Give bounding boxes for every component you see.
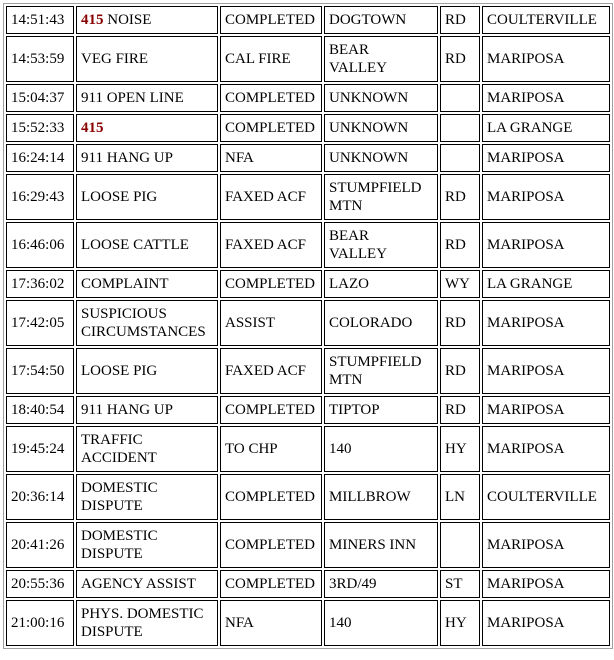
call-type-line: DISPUTE bbox=[81, 546, 143, 562]
street-suffix: ST bbox=[445, 576, 463, 592]
disposition: TO CHP bbox=[225, 441, 278, 457]
call-type-line: TRAFFIC bbox=[81, 432, 143, 448]
street-suffix-cell bbox=[440, 84, 480, 112]
type-cell bbox=[76, 36, 218, 82]
street-suffix: LN bbox=[445, 489, 465, 505]
city: MARIPOSA bbox=[487, 615, 565, 631]
table-row bbox=[6, 114, 610, 142]
disposition: FAXED ACF bbox=[225, 363, 306, 379]
call-time: 20:36:14 bbox=[11, 489, 65, 505]
city: MARIPOSA bbox=[487, 51, 565, 67]
table-row bbox=[6, 300, 610, 346]
type-cell bbox=[76, 270, 218, 298]
street-suffix: RD bbox=[445, 12, 466, 28]
street-line: 140 bbox=[329, 441, 352, 457]
street-line: LAZO bbox=[329, 276, 369, 292]
disposition: COMPLETED bbox=[225, 90, 315, 106]
street-suffix: HY bbox=[445, 441, 467, 457]
street-line: VALLEY bbox=[329, 246, 388, 262]
city: MARIPOSA bbox=[487, 576, 565, 592]
disposition-cell bbox=[220, 270, 322, 298]
street-line: MTN bbox=[329, 372, 363, 388]
type-cell bbox=[76, 6, 218, 34]
call-time: 20:55:36 bbox=[11, 576, 65, 592]
city: LA GRANGE bbox=[487, 276, 573, 292]
table-row bbox=[6, 474, 610, 520]
disposition: COMPLETED bbox=[225, 12, 315, 28]
street-line: DOGTOWN bbox=[329, 12, 407, 28]
street-cell bbox=[324, 222, 438, 268]
street-line: STUMPFIELD bbox=[329, 354, 422, 370]
street-suffix-cell bbox=[440, 426, 480, 472]
city: COULTERVILLE bbox=[487, 489, 597, 505]
type-cell bbox=[76, 570, 218, 598]
call-time: 18:40:54 bbox=[11, 402, 65, 418]
street-suffix-cell bbox=[440, 222, 480, 268]
table-row bbox=[6, 6, 610, 34]
type-cell bbox=[76, 174, 218, 220]
street-line: TIPTOP bbox=[329, 402, 380, 418]
call-code: 415 bbox=[81, 120, 104, 136]
city: COULTERVILLE bbox=[487, 12, 597, 28]
street-suffix-cell bbox=[440, 6, 480, 34]
street-suffix-cell bbox=[440, 270, 480, 298]
table-row bbox=[6, 84, 610, 112]
street-suffix: RD bbox=[445, 189, 466, 205]
call-time: 19:45:24 bbox=[11, 441, 65, 457]
disposition: NFA bbox=[225, 615, 254, 631]
street-suffix-cell bbox=[440, 348, 480, 394]
call-type-line: DISPUTE bbox=[81, 498, 143, 514]
street-suffix-cell bbox=[440, 114, 480, 142]
time-cell bbox=[6, 396, 74, 424]
disposition-cell bbox=[220, 84, 322, 112]
disposition-cell bbox=[220, 396, 322, 424]
type-cell bbox=[76, 348, 218, 394]
street-cell bbox=[324, 84, 438, 112]
street-suffix-cell bbox=[440, 174, 480, 220]
call-time: 15:52:33 bbox=[11, 120, 65, 136]
city: MARIPOSA bbox=[487, 363, 565, 379]
time-cell bbox=[6, 300, 74, 346]
city: MARIPOSA bbox=[487, 237, 565, 253]
city: MARIPOSA bbox=[487, 150, 565, 166]
call-type: VEG FIRE bbox=[81, 51, 149, 67]
time-cell bbox=[6, 144, 74, 172]
table-row bbox=[6, 348, 610, 394]
street-cell bbox=[324, 6, 438, 34]
disposition: FAXED ACF bbox=[225, 189, 306, 205]
disposition: COMPLETED bbox=[225, 537, 315, 553]
city-cell bbox=[482, 348, 610, 394]
street-line: BEAR bbox=[329, 42, 370, 58]
disposition-cell bbox=[220, 6, 322, 34]
street-cell bbox=[324, 474, 438, 520]
city-cell bbox=[482, 522, 610, 568]
disposition: ASSIST bbox=[225, 315, 276, 331]
disposition-cell bbox=[220, 570, 322, 598]
table-row bbox=[6, 174, 610, 220]
disposition-cell bbox=[220, 144, 322, 172]
street-cell bbox=[324, 174, 438, 220]
street-suffix-cell bbox=[440, 570, 480, 598]
call-type-line: DISPUTE bbox=[81, 624, 143, 640]
city: MARIPOSA bbox=[487, 402, 565, 418]
disposition-cell bbox=[220, 348, 322, 394]
city-cell bbox=[482, 270, 610, 298]
street-line: VALLEY bbox=[329, 60, 388, 76]
street-cell bbox=[324, 300, 438, 346]
street-suffix-cell bbox=[440, 600, 480, 646]
type-cell bbox=[76, 84, 218, 112]
time-cell bbox=[6, 570, 74, 598]
city-cell bbox=[482, 36, 610, 82]
street-cell bbox=[324, 348, 438, 394]
disposition-cell bbox=[220, 36, 322, 82]
city-cell bbox=[482, 114, 610, 142]
disposition: CAL FIRE bbox=[225, 51, 291, 67]
street-cell bbox=[324, 36, 438, 82]
time-cell bbox=[6, 426, 74, 472]
type-cell bbox=[76, 474, 218, 520]
type-cell bbox=[76, 114, 218, 142]
disposition-cell bbox=[220, 522, 322, 568]
incident-log-table bbox=[3, 3, 613, 649]
street-suffix-cell bbox=[440, 144, 480, 172]
city-cell bbox=[482, 426, 610, 472]
disposition: COMPLETED bbox=[225, 120, 315, 136]
call-type: 911 OPEN LINE bbox=[81, 90, 184, 106]
city-cell bbox=[482, 396, 610, 424]
street-suffix-cell bbox=[440, 396, 480, 424]
table-row bbox=[6, 144, 610, 172]
city-cell bbox=[482, 600, 610, 646]
street-line: STUMPFIELD bbox=[329, 180, 422, 196]
street-cell bbox=[324, 144, 438, 172]
city-cell bbox=[482, 474, 610, 520]
street-suffix-cell bbox=[440, 474, 480, 520]
call-type: AGENCY ASSIST bbox=[81, 576, 196, 592]
disposition: NFA bbox=[225, 150, 254, 166]
call-type: LOOSE PIG bbox=[81, 189, 158, 205]
type-cell bbox=[76, 426, 218, 472]
call-time: 17:36:02 bbox=[11, 276, 65, 292]
call-type: NOISE bbox=[103, 12, 152, 28]
street-suffix: RD bbox=[445, 51, 466, 67]
time-cell bbox=[6, 270, 74, 298]
city-cell bbox=[482, 84, 610, 112]
call-time: 17:42:05 bbox=[11, 315, 65, 331]
street-line: MILLBROW bbox=[329, 489, 411, 505]
street-suffix: RD bbox=[445, 237, 466, 253]
city-cell bbox=[482, 6, 610, 34]
table-row bbox=[6, 570, 610, 598]
disposition: COMPLETED bbox=[225, 576, 315, 592]
time-cell bbox=[6, 522, 74, 568]
call-type-line: CIRCUMSTANCES bbox=[81, 324, 206, 340]
disposition: COMPLETED bbox=[225, 402, 315, 418]
table-row bbox=[6, 270, 610, 298]
call-type: 911 HANG UP bbox=[81, 150, 173, 166]
call-type-line: SUSPICIOUS bbox=[81, 306, 167, 322]
type-cell bbox=[76, 222, 218, 268]
time-cell bbox=[6, 6, 74, 34]
street-line: COLORADO bbox=[329, 315, 413, 331]
street-line: BEAR bbox=[329, 228, 370, 244]
call-time: 14:53:59 bbox=[11, 51, 65, 67]
city: MARIPOSA bbox=[487, 315, 565, 331]
street-suffix-cell bbox=[440, 522, 480, 568]
street-line: UNKNOWN bbox=[329, 120, 409, 136]
street-line: UNKNOWN bbox=[329, 150, 409, 166]
street-cell bbox=[324, 270, 438, 298]
street-cell bbox=[324, 114, 438, 142]
type-cell bbox=[76, 396, 218, 424]
city-cell bbox=[482, 174, 610, 220]
street-cell bbox=[324, 570, 438, 598]
street-suffix: RD bbox=[445, 315, 466, 331]
street-line: UNKNOWN bbox=[329, 90, 409, 106]
city-cell bbox=[482, 570, 610, 598]
disposition-cell bbox=[220, 222, 322, 268]
disposition-cell bbox=[220, 114, 322, 142]
call-time: 16:24:14 bbox=[11, 150, 65, 166]
table-row bbox=[6, 222, 610, 268]
time-cell bbox=[6, 348, 74, 394]
street-line: 140 bbox=[329, 615, 352, 631]
call-time: 14:51:43 bbox=[11, 12, 65, 28]
call-code: 415 bbox=[81, 12, 104, 28]
type-cell bbox=[76, 522, 218, 568]
call-type-line: DOMESTIC bbox=[81, 528, 158, 544]
time-cell bbox=[6, 174, 74, 220]
call-type: COMPLAINT bbox=[81, 276, 169, 292]
street-line: MINERS INN bbox=[329, 537, 417, 553]
city: MARIPOSA bbox=[487, 441, 565, 457]
disposition: FAXED ACF bbox=[225, 237, 306, 253]
disposition-cell bbox=[220, 474, 322, 520]
call-time: 16:29:43 bbox=[11, 189, 65, 205]
street-cell bbox=[324, 396, 438, 424]
call-time: 16:46:06 bbox=[11, 237, 65, 253]
type-cell bbox=[76, 300, 218, 346]
call-type: LOOSE CATTLE bbox=[81, 237, 189, 253]
street-line: MTN bbox=[329, 198, 363, 214]
street-suffix: HY bbox=[445, 615, 467, 631]
time-cell bbox=[6, 36, 74, 82]
city-cell bbox=[482, 144, 610, 172]
time-cell bbox=[6, 222, 74, 268]
type-cell bbox=[76, 144, 218, 172]
city: LA GRANGE bbox=[487, 120, 573, 136]
time-cell bbox=[6, 84, 74, 112]
call-type-line: ACCIDENT bbox=[81, 450, 157, 466]
disposition-cell bbox=[220, 300, 322, 346]
call-type-line: DOMESTIC bbox=[81, 480, 158, 496]
city: MARIPOSA bbox=[487, 90, 565, 106]
table-row bbox=[6, 36, 610, 82]
table-row bbox=[6, 396, 610, 424]
street-suffix: WY bbox=[445, 276, 470, 292]
call-type-line: PHYS. DOMESTIC bbox=[81, 606, 204, 622]
street-cell bbox=[324, 600, 438, 646]
call-type: 911 HANG UP bbox=[81, 402, 173, 418]
time-cell bbox=[6, 474, 74, 520]
table-row bbox=[6, 426, 610, 472]
call-time: 21:00:16 bbox=[11, 615, 65, 631]
street-suffix-cell bbox=[440, 36, 480, 82]
street-cell bbox=[324, 522, 438, 568]
type-cell bbox=[76, 600, 218, 646]
call-time: 15:04:37 bbox=[11, 90, 65, 106]
call-time: 17:54:50 bbox=[11, 363, 65, 379]
disposition-cell bbox=[220, 600, 322, 646]
table-row bbox=[6, 522, 610, 568]
street-suffix: RD bbox=[445, 402, 466, 418]
disposition: COMPLETED bbox=[225, 489, 315, 505]
disposition: COMPLETED bbox=[225, 276, 315, 292]
call-type: LOOSE PIG bbox=[81, 363, 158, 379]
call-time: 20:41:26 bbox=[11, 537, 65, 553]
street-cell bbox=[324, 426, 438, 472]
city-cell bbox=[482, 222, 610, 268]
street-line: 3RD/49 bbox=[329, 576, 377, 592]
street-suffix: RD bbox=[445, 363, 466, 379]
city: MARIPOSA bbox=[487, 189, 565, 205]
table-row bbox=[6, 600, 610, 646]
city: MARIPOSA bbox=[487, 537, 565, 553]
time-cell bbox=[6, 600, 74, 646]
disposition-cell bbox=[220, 174, 322, 220]
street-suffix-cell bbox=[440, 300, 480, 346]
incident-log-body bbox=[6, 6, 610, 646]
time-cell bbox=[6, 114, 74, 142]
disposition-cell bbox=[220, 426, 322, 472]
city-cell bbox=[482, 300, 610, 346]
